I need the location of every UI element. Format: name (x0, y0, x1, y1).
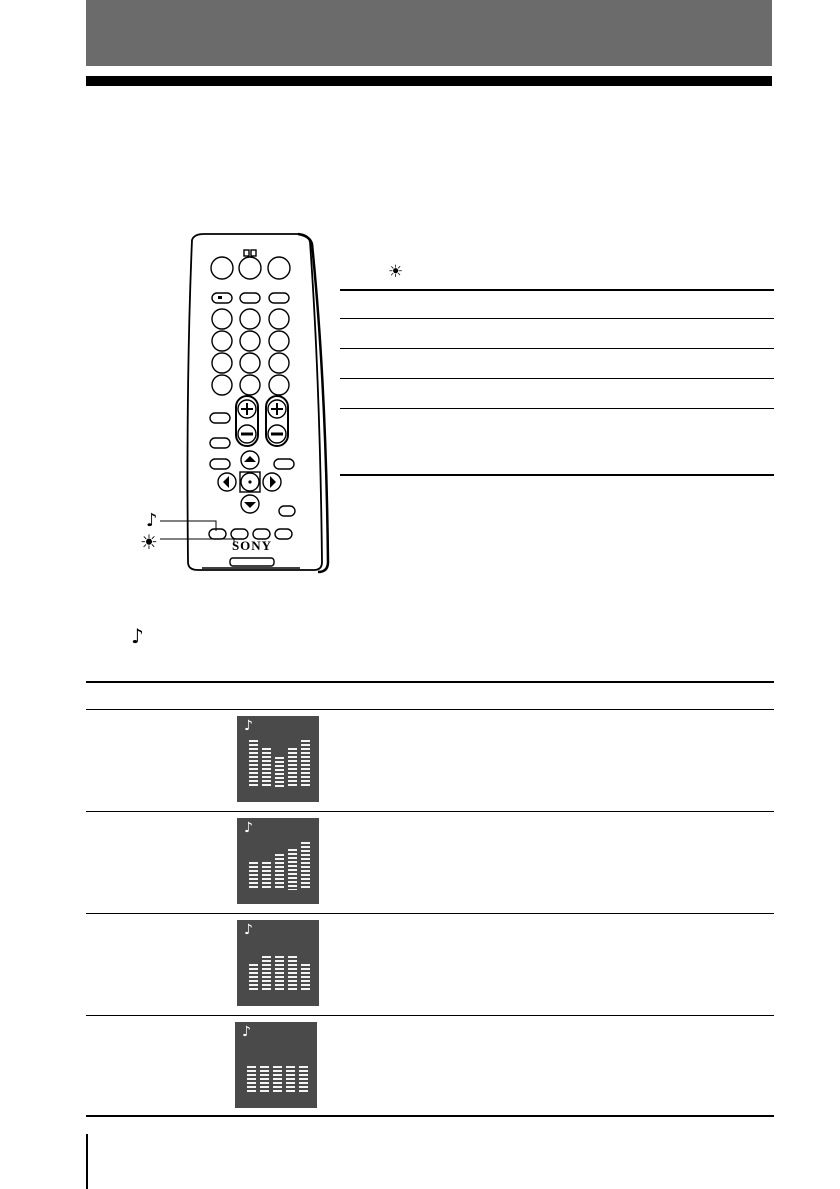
sound-table-rule (86, 709, 774, 710)
sound-section-note-icon: ♪ (131, 624, 144, 648)
eq-note-icon: ♪ (242, 1024, 251, 1040)
eq-bar (262, 862, 271, 890)
picture-table-rule (340, 408, 774, 409)
picture-table-rule (340, 348, 774, 349)
eq-panel (237, 920, 319, 1006)
eq-bar (249, 740, 258, 788)
sound-table-rule-top (86, 681, 774, 683)
picture-table-rule (340, 318, 774, 319)
musical-note-icon: ♪ (146, 510, 158, 531)
header-rule (86, 76, 772, 86)
sound-table-rule (86, 913, 774, 914)
picture-table-rule-bottom (340, 474, 774, 476)
eq-bar (301, 964, 310, 992)
remote-brand-label: SONY (231, 538, 273, 553)
picture-table-rule-top (340, 289, 774, 291)
eq-bar (288, 849, 297, 890)
eq-note-icon: ♪ (244, 820, 253, 836)
eq-note-icon: ♪ (244, 718, 253, 734)
eq-bar (288, 956, 297, 992)
eq-bar (249, 964, 258, 992)
eq-panel (237, 818, 319, 904)
eq-bar (301, 842, 310, 890)
sound-table-rule (86, 1015, 774, 1016)
header-band (86, 0, 772, 66)
eq-bar (273, 1066, 282, 1094)
callout-leader-lines (160, 519, 240, 545)
eq-bar (275, 956, 284, 992)
eq-bar (249, 862, 258, 890)
eq-bar (260, 1066, 269, 1094)
eq-bar (247, 1066, 256, 1094)
sound-table-rule (86, 811, 774, 812)
eq-bar (275, 757, 284, 788)
picture-table-sun-icon: ☀ (388, 262, 404, 282)
eq-bar (288, 748, 297, 788)
sound-table-rule-bottom (86, 1115, 774, 1117)
eq-bar (299, 1066, 308, 1094)
eq-bar (275, 854, 284, 890)
eq-panel (235, 1022, 317, 1108)
eq-bar (301, 740, 310, 788)
eq-panel (237, 716, 319, 802)
eq-bar (262, 748, 271, 788)
eq-bar (262, 956, 271, 992)
eq-note-icon: ♪ (244, 922, 253, 938)
brightness-sun-icon: ☀ (140, 530, 158, 554)
page-edge-mark (86, 1134, 88, 1189)
eq-bar (286, 1066, 295, 1094)
picture-table-rule (340, 378, 774, 379)
